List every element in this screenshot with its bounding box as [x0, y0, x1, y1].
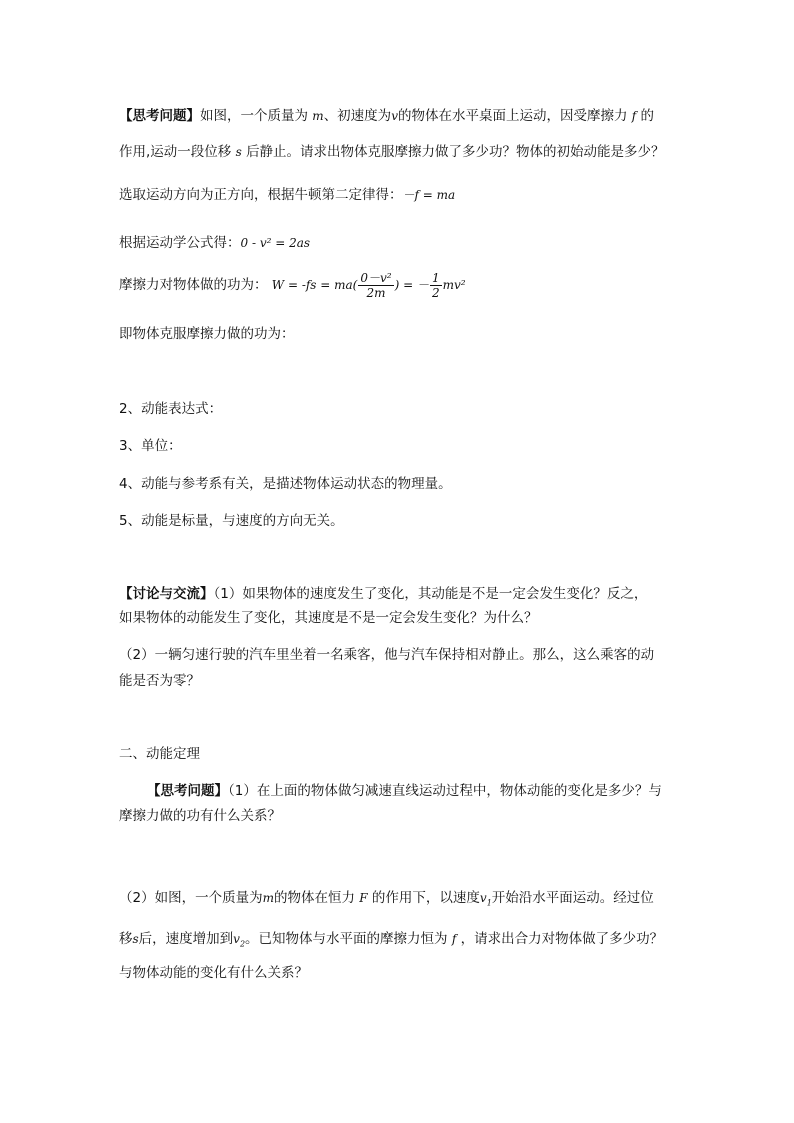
kinematics-line: 根据运动学公式得：0 - v² = 2as: [119, 235, 311, 251]
question2-line-3: 与物体动能的变化有什么关系？: [119, 965, 308, 981]
friction-work-line: 摩擦力对物体做的功为： W = -fs = ma( $\frac{\text{0－v²}}{2m}$ ) = － $\frac{1}{2}$ mv²: [119, 271, 466, 300]
discussion-tag: 【讨论与交流】: [119, 586, 214, 602]
formula-kinematics: 0 - v² = 2as: [240, 236, 311, 250]
think2-line-1: 【思考问题】（1）在上面的物体做匀减速直线运动过程中，物体动能的变化是多少？与: [147, 783, 662, 799]
question2-line-1: （2）如图，一个质量为m的物体在恒力 F 的作用下，以速度$v_1$开始沿水平面运动。经过位: [119, 890, 654, 908]
formula-work: W = -fs = ma( $\frac{\text{0－v²}}{2m}$ ) = － $\frac{1}{2}$ mv²: [271, 271, 466, 300]
formula-newton: －f = ma: [402, 188, 456, 202]
point-5: 5、动能是标量，与速度的方向无关。: [119, 513, 344, 529]
think-question-tag: 【思考问题】: [119, 108, 200, 124]
discussion-line-1: 【讨论与交流】（1）如果物体的速度发生了变化，其动能是不是一定会发生变化？反之，: [119, 586, 648, 602]
discussion-line-3: （2）一辆匀速行驶的汽车里坐着一名乘客，他与汽车保持相对静止。那么，这么乘客的动: [119, 647, 655, 663]
discussion-line-2: 如果物体的动能发生了变化，其速度是不是一定会发生变化？为什么？: [119, 610, 538, 626]
newton-law-line: 选取运动方向为正方向，根据牛顿第二定律得：－f = ma: [119, 187, 456, 203]
think-question-line-2: 作用,运动一段位移 s 后静止。请求出物体克服摩擦力做了多少功？物体的初始动能是多少？: [119, 144, 665, 160]
think-question-line-1: 【思考问题】如图，一个质量为 m、初速度为v的物体在水平桌面上运动，因受摩擦力 f 的: [119, 108, 655, 124]
question2-line-2: 移s后，速度增加到$v_2$。已知物体与水平面的摩擦力恒为 f ，请求出合力对物体做了多少功？: [119, 931, 664, 949]
point-2: 2、动能表达式：: [119, 401, 223, 417]
point-3: 3、单位：: [119, 438, 182, 454]
section-heading-kinetic-energy-theorem: 二、动能定理: [119, 746, 200, 762]
think2-line-2: 摩擦力做的功有什么关系？: [119, 808, 281, 824]
think2-tag: 【思考问题】: [147, 783, 228, 799]
discussion-line-4: 能是否为零？: [119, 673, 200, 689]
point-4: 4、动能与参考系有关，是描述物体运动状态的物理量。: [119, 476, 452, 492]
overcome-friction-line: 即物体克服摩擦力做的功为：: [119, 326, 295, 342]
